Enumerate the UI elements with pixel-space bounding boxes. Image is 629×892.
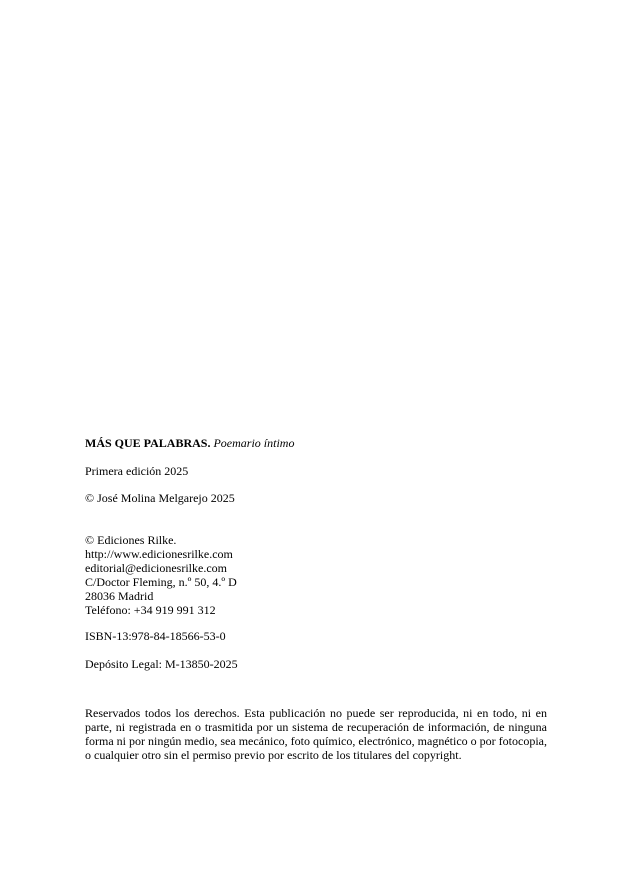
edition-line: Primera edición 2025 xyxy=(85,464,189,478)
publisher-city: 28036 Madrid xyxy=(85,589,154,603)
publisher-phone: Teléfono: +34 919 991 312 xyxy=(85,603,216,617)
publisher-email: editorial@edicionesrilke.com xyxy=(85,561,228,575)
isbn: ISBN-13:978-84-18566-53-0 xyxy=(85,629,226,643)
book-subtitle: Poemario íntimo xyxy=(213,436,295,450)
publisher-info xyxy=(85,533,547,617)
legal-deposit: Depósito Legal: M-13850-2025 xyxy=(85,657,238,671)
publisher-website: http://www.edicionesrilke.com xyxy=(85,547,233,561)
rights-notice-text: Reservados todos los derechos. Esta publicación no puede ser reproducida, ni en todo, ni en parte, ni registrada en o trasmitida por un sistema de recuperación de información, de ninguna forma ni por ningún medio, sea mecánico, foto químico, electrónico, magnético o por fotocopia, o cualquier otro sin el permiso previo por escrito de los titulares del copyright. xyxy=(85,706,547,762)
book-title xyxy=(85,436,547,450)
rights-notice xyxy=(85,706,547,762)
publisher-address: C/Doctor Fleming, n.º 50, 4.º D xyxy=(85,575,237,589)
author-copyright: © José Molina Melgarejo 2025 xyxy=(85,491,235,505)
publisher-name: © Ediciones Rilke. xyxy=(85,533,177,547)
book-title-main: MÁS QUE PALABRAS. xyxy=(85,436,211,450)
